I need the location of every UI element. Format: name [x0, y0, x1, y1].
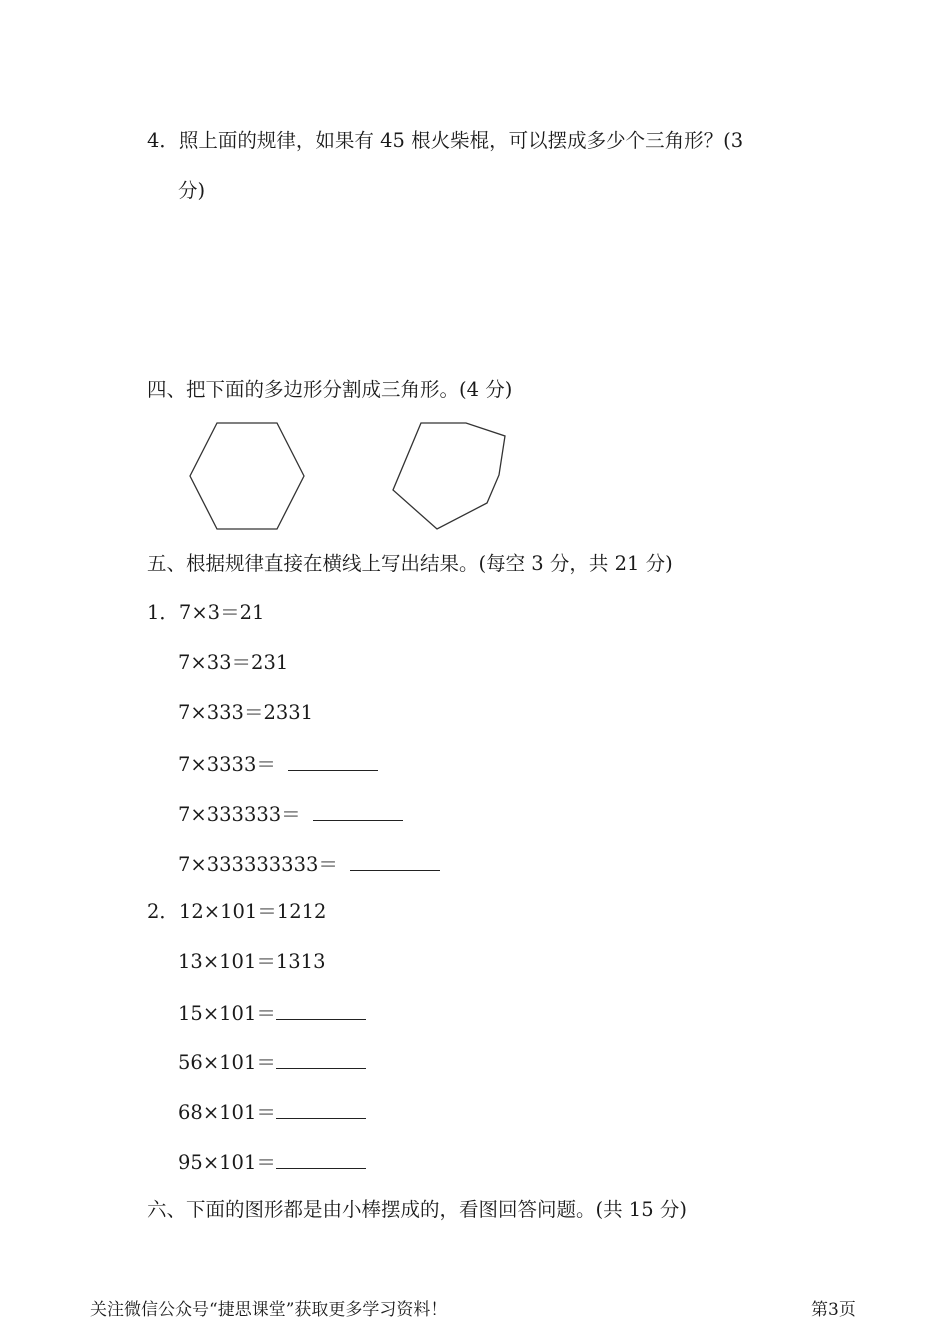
page-number: 第3页	[811, 1300, 856, 1320]
equation: 12×101＝1212	[178, 900, 327, 923]
heptagon-shape	[393, 423, 505, 529]
answer-blank[interactable]	[276, 1098, 366, 1119]
equation: 95×101＝	[178, 1151, 276, 1174]
answer-blank[interactable]	[313, 800, 403, 821]
equation: 68×101＝	[178, 1101, 276, 1124]
blank-row	[178, 1098, 366, 1126]
blank-row	[178, 850, 440, 878]
section4-title: 四、把下面的多边形分割成三角形。(4 分)	[147, 378, 513, 401]
answer-blank[interactable]	[350, 850, 440, 871]
equation: 56×101＝	[178, 1051, 276, 1074]
blank-row	[178, 800, 403, 828]
blank-row	[178, 999, 366, 1027]
equation: 15×101＝	[178, 1002, 276, 1025]
blank-row	[178, 1048, 366, 1076]
footer-note: 关注微信公众号“捷思课堂”获取更多学习资料！	[90, 1300, 448, 1320]
group1-row-1	[147, 600, 264, 626]
hexagon-shape	[190, 423, 304, 529]
equation: 7×3＝21	[178, 601, 265, 624]
answer-blank[interactable]	[288, 750, 378, 771]
equation: 7×33＝231	[178, 651, 289, 674]
blank-row	[178, 1148, 366, 1176]
equation: 7×333333333＝	[178, 853, 338, 876]
equation: 7×3333＝	[178, 753, 276, 776]
group1-number: 1．	[147, 601, 179, 624]
group2-row-1	[147, 899, 326, 925]
group2-number: 2．	[147, 900, 179, 923]
equation: 7×333＝2331	[178, 701, 314, 724]
answer-blank[interactable]	[276, 1148, 366, 1169]
answer-blank[interactable]	[276, 999, 366, 1020]
q4-line1: 4．照上面的规律，如果有 45 根火柴棍，可以摆成多少个三角形？(3	[147, 129, 744, 152]
equation: 13×101＝1313	[178, 950, 326, 973]
answer-blank[interactable]	[276, 1048, 366, 1069]
equation: 7×333333＝	[178, 803, 301, 826]
section5-title: 五、根据规律直接在横线上写出结果。(每空 3 分，共 21 分)	[147, 552, 673, 575]
section6-title: 六、下面的图形都是由小棒摆成的，看图回答问题。(共 15 分)	[147, 1198, 687, 1221]
blank-row	[178, 750, 378, 778]
q4-line2: 分)	[178, 179, 206, 202]
